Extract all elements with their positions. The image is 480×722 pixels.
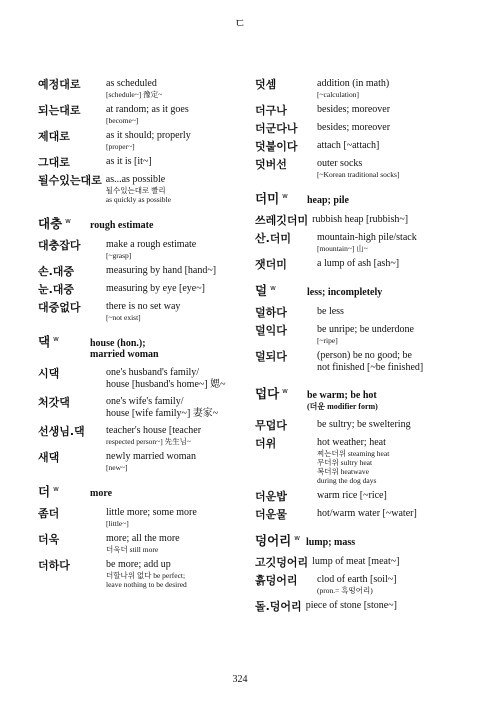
entry-term: 쓰레깃더미 bbox=[255, 214, 309, 227]
definition-note: 될수있는대로 빨리 bbox=[105, 186, 166, 195]
dictionary-entry bbox=[255, 258, 460, 271]
entry-definition bbox=[106, 239, 243, 260]
definition-note: 무더위 sultry heat bbox=[317, 458, 373, 467]
entry-term: 새댁 bbox=[38, 451, 60, 464]
definition-line: house [wife family~] 妻家~ bbox=[106, 408, 219, 419]
headword-text: 더미 bbox=[255, 191, 280, 206]
headword bbox=[38, 214, 90, 232]
word-class-marker: w bbox=[53, 334, 59, 343]
right-column bbox=[255, 78, 460, 618]
entry-definition bbox=[106, 156, 243, 168]
entry-definition bbox=[106, 367, 243, 391]
definition-line: a lump of ash [ash~] bbox=[317, 258, 400, 269]
headword bbox=[255, 281, 307, 299]
definition-note: [proper~] bbox=[106, 142, 135, 151]
definition-note: as quickly as possible bbox=[105, 195, 171, 204]
entry-term: 무덥다 bbox=[255, 419, 287, 432]
entry-term: 처갓댁 bbox=[38, 396, 70, 409]
headword-entry bbox=[255, 189, 460, 207]
definition-line: outer socks bbox=[317, 158, 363, 169]
definition-note: [~Korean traditional socks] bbox=[317, 170, 400, 179]
definition-note: [become~] bbox=[106, 116, 139, 125]
entry-definition bbox=[317, 140, 460, 152]
entry-definition bbox=[317, 437, 460, 485]
entry-term: 돌.덩어리 bbox=[255, 600, 302, 613]
definition-line: newly married woman bbox=[106, 451, 196, 462]
definition-note: 복더위 heatwave bbox=[317, 467, 369, 476]
headword-definition-line: heap; pile bbox=[307, 195, 349, 206]
entry-definition bbox=[317, 350, 460, 374]
headword-definition bbox=[90, 220, 153, 231]
dictionary-entry bbox=[255, 158, 460, 179]
definition-line: clod of earth [soil~] bbox=[317, 574, 397, 585]
entry-term: 제대로 bbox=[38, 130, 70, 143]
entry-term: 잿더미 bbox=[255, 258, 287, 271]
definition-note: (pron.= 흑떵어리) bbox=[317, 586, 373, 595]
entry-term: 시댁 bbox=[38, 367, 60, 380]
definition-line: be unripe; be underdone bbox=[317, 324, 414, 335]
definition-note: [schedule~] 豫定~ bbox=[106, 90, 163, 99]
headword-definition-line: rough estimate bbox=[90, 220, 154, 231]
word-class-marker: w bbox=[294, 533, 300, 542]
headword bbox=[255, 189, 307, 207]
entry-term: 덧붙이다 bbox=[255, 140, 298, 153]
entry-term: 더하다 bbox=[38, 559, 70, 572]
definition-line: more; all the more bbox=[106, 533, 180, 544]
dictionary-entry bbox=[255, 232, 460, 253]
headword-text: 더 bbox=[38, 484, 51, 499]
definition-line: be less bbox=[317, 306, 344, 317]
entry-term: 더운물 bbox=[255, 508, 287, 521]
entry-term: 좀더 bbox=[38, 507, 60, 520]
entry-term: 대중없다 bbox=[38, 301, 81, 314]
dictionary-entry bbox=[255, 324, 460, 345]
headword-definition-line: house (hon.); bbox=[90, 338, 146, 349]
headword bbox=[255, 384, 307, 402]
definition-line: make a rough estimate bbox=[106, 239, 197, 250]
definition-line: there is no set way bbox=[106, 301, 181, 312]
entry-definition bbox=[317, 574, 460, 595]
dictionary-entry bbox=[255, 419, 460, 432]
headword-definition-line: more bbox=[90, 488, 113, 499]
entry-definition bbox=[317, 324, 460, 345]
headword-definition bbox=[90, 488, 112, 499]
headword-text: 덩어리 bbox=[255, 533, 292, 548]
headword-text: 대충 bbox=[38, 216, 63, 231]
headword-entry bbox=[255, 281, 460, 299]
definition-line: piece of stone [stone~] bbox=[305, 600, 397, 611]
dictionary-entry bbox=[38, 130, 243, 151]
entry-term: 덧버선 bbox=[255, 158, 287, 171]
definition-note: 더욱더 still more bbox=[106, 545, 159, 554]
headword-definition-line: be warm; be hot bbox=[307, 390, 377, 401]
headword bbox=[38, 482, 90, 500]
entry-definition bbox=[317, 232, 460, 253]
dictionary-entry bbox=[38, 78, 243, 99]
word-class-marker: w bbox=[53, 484, 59, 493]
entry-term: 덜되다 bbox=[255, 350, 287, 363]
dictionary-entry bbox=[255, 78, 460, 99]
definition-line: besides; moreover bbox=[317, 122, 391, 133]
dictionary-entry bbox=[38, 174, 243, 204]
entry-term: 대충잡다 bbox=[38, 239, 81, 252]
headword-definition bbox=[306, 537, 355, 548]
headword-definition-line: less; incompletely bbox=[307, 287, 383, 298]
headword-entry bbox=[255, 384, 460, 412]
entry-term: 산.더미 bbox=[255, 232, 292, 245]
dictionary-entry bbox=[255, 437, 460, 485]
definition-line: measuring by eye [eye~] bbox=[106, 283, 205, 294]
entry-definition bbox=[317, 104, 460, 116]
definition-note: [new~] bbox=[106, 463, 128, 472]
dictionary-entry bbox=[38, 396, 243, 420]
entry-term: 더군다나 bbox=[255, 122, 298, 135]
definition-line: addition (in math) bbox=[317, 78, 390, 89]
dictionary-entry bbox=[38, 533, 243, 554]
definition-line: measuring by hand [hand~] bbox=[106, 265, 217, 276]
headword-definition-line: married woman bbox=[90, 349, 159, 360]
entry-definition bbox=[317, 490, 460, 502]
entry-definition bbox=[106, 283, 243, 295]
definition-line: one's husband's family/ bbox=[106, 367, 200, 378]
entry-definition bbox=[317, 78, 460, 99]
entry-definition bbox=[317, 508, 460, 520]
entry-term: 그대로 bbox=[38, 156, 70, 169]
definition-line: as...as possible bbox=[105, 174, 166, 185]
entry-definition bbox=[317, 306, 460, 318]
entry-term: 더위 bbox=[255, 437, 277, 450]
definition-line: be more; add up bbox=[106, 559, 171, 570]
headword-entry bbox=[38, 214, 243, 232]
entry-definition bbox=[106, 533, 243, 554]
entry-term: 흙덩어리 bbox=[255, 574, 298, 587]
dictionary-entry bbox=[255, 306, 460, 319]
headword-note: (더운 modifier form) bbox=[307, 402, 378, 411]
dictionary-entry bbox=[255, 214, 460, 227]
entry-definition bbox=[317, 419, 460, 431]
entry-term: 더구나 bbox=[255, 104, 287, 117]
definition-line: hot weather; heat bbox=[317, 437, 386, 448]
entry-definition bbox=[106, 104, 243, 125]
dictionary-entry bbox=[255, 600, 460, 613]
entry-term: 예정대로 bbox=[38, 78, 81, 91]
entry-term: 되는대로 bbox=[38, 104, 81, 117]
definition-note: 더할나위 없다 be perfect; bbox=[106, 571, 186, 580]
dictionary-entry bbox=[255, 508, 460, 521]
dictionary-entry bbox=[38, 156, 243, 169]
headword-definition bbox=[90, 338, 159, 360]
dictionary-entry bbox=[255, 556, 460, 569]
dictionary-entry bbox=[38, 239, 243, 260]
definition-line: as it should; properly bbox=[106, 130, 191, 141]
entry-definition bbox=[106, 559, 243, 589]
dictionary-entry bbox=[38, 265, 243, 278]
entry-definition bbox=[312, 214, 460, 226]
entry-term: 손.대중 bbox=[38, 265, 75, 278]
entry-definition bbox=[317, 158, 460, 179]
entry-term: 고깃덩어리 bbox=[255, 556, 309, 569]
dictionary-entry bbox=[38, 367, 243, 391]
definition-note: 찌는더위 steaming heat bbox=[317, 449, 390, 458]
headword-definition bbox=[307, 390, 378, 412]
entry-definition bbox=[106, 78, 243, 99]
left-column bbox=[38, 78, 243, 594]
dictionary-entry bbox=[38, 451, 243, 472]
definition-note: [~ripe] bbox=[317, 336, 338, 345]
entry-term: 될수있는대로 bbox=[38, 174, 102, 187]
definition-line: not finished [~be finished] bbox=[317, 362, 424, 373]
entry-term: 더운밥 bbox=[255, 490, 287, 503]
definition-line: hot/warm water [~water] bbox=[317, 508, 417, 519]
dictionary-entry bbox=[38, 559, 243, 589]
dictionary-entry bbox=[255, 104, 460, 117]
headword-definition bbox=[307, 195, 349, 206]
page-header-letter: ㄷ bbox=[234, 16, 246, 30]
entry-definition bbox=[106, 265, 243, 277]
headword-text: 덥다 bbox=[255, 386, 280, 401]
entry-definition bbox=[106, 301, 243, 322]
dictionary-entry bbox=[38, 104, 243, 125]
headword-definition bbox=[307, 287, 382, 298]
definition-line: warm rice [~rice] bbox=[317, 490, 387, 501]
definition-note: [little~] bbox=[106, 519, 129, 528]
definition-note: [~grasp] bbox=[106, 251, 132, 260]
entry-term: 덧셈 bbox=[255, 78, 277, 91]
definition-note: [mountain~] 山~ bbox=[317, 244, 368, 253]
entry-term: 덜익다 bbox=[255, 324, 287, 337]
headword bbox=[38, 332, 90, 350]
word-class-marker: w bbox=[65, 216, 71, 225]
dictionary-entry bbox=[38, 425, 243, 446]
entry-definition bbox=[106, 425, 243, 446]
entry-definition bbox=[317, 122, 460, 134]
definition-line: attach [~attach] bbox=[317, 140, 380, 151]
definition-note: [~calculation] bbox=[317, 90, 359, 99]
dictionary-entry bbox=[255, 122, 460, 135]
headword-text: 댁 bbox=[38, 334, 51, 349]
definition-line: rubbish heap [rubbish~] bbox=[312, 214, 409, 225]
dictionary-entry bbox=[255, 574, 460, 595]
definition-note: leave nothing to be desired bbox=[106, 580, 187, 589]
word-class-marker: w bbox=[270, 283, 276, 292]
entry-definition bbox=[317, 258, 460, 270]
entry-term: 덜하다 bbox=[255, 306, 287, 319]
headword bbox=[255, 531, 300, 549]
definition-line: house [husband's home~] 媤~ bbox=[106, 379, 226, 390]
definition-line: lump of meat [meat~] bbox=[312, 556, 400, 567]
entry-definition bbox=[306, 600, 460, 612]
headword-definition-line: lump; mass bbox=[305, 537, 356, 548]
dictionary-entry bbox=[255, 140, 460, 153]
definition-line: one's wife's family/ bbox=[106, 396, 184, 407]
definition-line: be sultry; be sweltering bbox=[317, 419, 411, 430]
dictionary-entry bbox=[255, 350, 460, 374]
word-class-marker: w bbox=[282, 386, 288, 395]
definition-line: besides; moreover bbox=[317, 104, 391, 115]
definition-line: mountain-high pile/stack bbox=[317, 232, 417, 243]
entry-definition bbox=[106, 451, 243, 472]
headword-entry bbox=[38, 482, 243, 500]
definition-line: teacher's house [teacher bbox=[106, 425, 202, 436]
definition-line: little more; some more bbox=[106, 507, 197, 518]
headword-entry bbox=[255, 531, 460, 549]
headword-text: 덜 bbox=[255, 283, 268, 298]
page-number: 324 bbox=[232, 674, 248, 685]
definition-note: respected person~] 先生님~ bbox=[106, 437, 191, 446]
entry-definition bbox=[106, 174, 243, 204]
definition-line: (person) be no good; be bbox=[317, 350, 412, 361]
entry-definition bbox=[106, 130, 243, 151]
dictionary-entry bbox=[38, 283, 243, 296]
entry-term: 눈.대중 bbox=[38, 283, 75, 296]
definition-line: as scheduled bbox=[106, 78, 157, 89]
entry-definition bbox=[312, 556, 460, 568]
headword-entry bbox=[38, 332, 243, 360]
entry-term: 선생님.댁 bbox=[38, 425, 85, 438]
dictionary-entry bbox=[38, 301, 243, 322]
definition-note: [~not exist] bbox=[106, 313, 141, 322]
definition-line: at random; as it goes bbox=[106, 104, 189, 115]
entry-definition bbox=[106, 507, 243, 528]
definition-note: during the dog days bbox=[317, 476, 377, 485]
definition-line: as it is [it~] bbox=[106, 156, 152, 167]
word-class-marker: w bbox=[282, 191, 288, 200]
dictionary-entry bbox=[255, 490, 460, 503]
entry-term: 더욱 bbox=[38, 533, 60, 546]
entry-definition bbox=[106, 396, 243, 420]
dictionary-entry bbox=[38, 507, 243, 528]
